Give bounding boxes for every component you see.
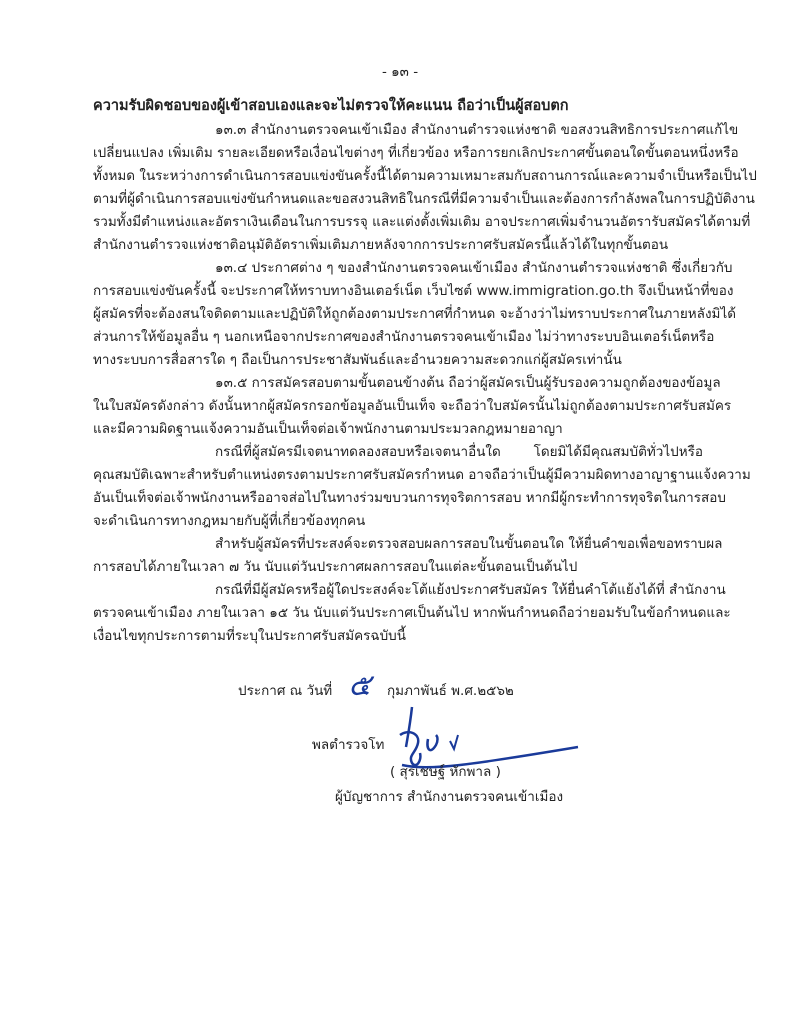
announce-date-prefix: ประกาศ ณ วันที่ (238, 683, 333, 699)
paragraph-line: ในใบสมัครดังกล่าว ดังนั้นหากผู้สมัครกรอกข้อมูลอันเป็นเท็จ จะถือว่าใบสมัครนั้นไม่ถูกต้องตามประกาศรับสมัคร (93, 398, 732, 414)
paragraph-line: กรณีที่ผู้สมัครมีเจตนาทดลองสอบหรือเจตนาอื่นใด โดยมิได้มีคุณสมบัติทั่วไปหรือ (215, 444, 703, 460)
announce-day-handwritten: ๕ (348, 668, 371, 703)
signer-name: ( สุรเชษฐ์ หักพาล ) (390, 764, 501, 780)
paragraph-line: ส่วนการให้ข้อมูลอื่น ๆ นอกเหนือจากประกาศของสำนักงานตรวจคนเข้าเมือง ไม่ว่าทางระบบอินเตอร์เน็ตหรือ (93, 329, 715, 345)
paragraph-line: การสอบแข่งขันครั้งนี้ จะประกาศให้ทราบทางอินเตอร์เน็ต เว็บไซต์ www.immigration.go.th จึงเป็นหน้าที่ของ (93, 283, 734, 299)
announce-month-year: กุมภาพันธ์ พ.ศ.๒๕๖๒ (386, 683, 514, 699)
paragraph-line: สำหรับผู้สมัครที่ประสงค์จะตรวจสอบผลการสอบในขั้นตอนใด ให้ยื่นคำขอเพื่อขอทราบผล (215, 536, 723, 552)
paragraph-line: จะดำเนินการทางกฎหมายกับผู้ที่เกี่ยวข้องทุกคน (93, 513, 366, 529)
paragraph-line: ตามที่ผู้ดำเนินการสอบแข่งขันกำหนดและขอสงวนสิทธิในกรณีที่มีความจำเป็นและต้องการกำลังพลในการปฏิบัติงาน (93, 191, 755, 207)
paragraph-line: ตรวจคนเข้าเมือง ภายในเวลา ๑๕ วัน นับแต่วันประกาศเป็นต้นไป หากพ้นกำหนดถือว่ายอมรับในข้อกำหนดและ (93, 605, 731, 621)
paragraph-line: คุณสมบัติเฉพาะสำหรับตำแหน่งตรงตามประกาศรับสมัครกำหนด อาจถือว่าเป็นผู้มีความผิดทางอาญาฐานแจ้งความ (93, 467, 751, 483)
paragraph-line: การสอบได้ภายในเวลา ๗ วัน นับแต่วันประกาศผลการสอบในแต่ละขั้นตอนเป็นต้นไป (93, 559, 578, 575)
paragraph-line: เงื่อนไขทุกประการตามที่ระบุในประกาศรับสมัครฉบับนี้ (93, 628, 406, 644)
paragraph-line: ๑๓.๔ ประกาศต่าง ๆ ของสำนักงานตรวจคนเข้าเมือง สำนักงานตำรวจแห่งชาติ ซึ่งเกี่ยวกับ (215, 260, 733, 276)
paragraph-line: ๑๓.๓ สำนักงานตรวจคนเข้าเมือง สำนักงานตำรวจแห่งชาติ ขอสงวนสิทธิการประกาศแก้ไข (215, 122, 739, 138)
paragraph-line: อันเป็นเท็จต่อเจ้าพนักงานหรืออาจส่อไปในทางร่วมขบวนการทุจริตการสอบ หากมีผู้กระทำการทุจริตในการสอบ (93, 490, 726, 506)
signer-position: ผู้บัญชาการ สำนักงานตรวจคนเข้าเมือง (335, 789, 564, 805)
announce-date-row (238, 666, 514, 706)
paragraph-line: ๑๓.๕ การสมัครสอบตามขั้นตอนข้างต้น ถือว่าผู้สมัครเป็นผู้รับรองความถูกต้องของข้อมูล (215, 375, 721, 391)
paragraph-line: เปลี่ยนแปลง เพิ่มเติม รายละเอียดหรือเงื่อนไขต่างๆ ที่เกี่ยวข้อง หรือการยกเลิกประกาศขั้นตอนใดขั้นตอนหนึ่งหรือ (93, 145, 739, 161)
paragraph-line: รวมทั้งมีตำแหน่งและอัตราเงินเดือนในการบรรจุ และแต่งตั้งเพิ่มเติม อาจประกาศเพิ่มจำนวนอัตรารับสมัครได้ตามที่ (93, 214, 751, 230)
paragraph-line: สำนักงานตำรวจแห่งชาติอนุมัติอัตราเพิ่มเติมภายหลังจากการประกาศรับสมัครนี้แล้วได้ในทุกขั้นตอน (93, 237, 669, 253)
page-number: - ๑๓ - (381, 64, 419, 80)
paragraph-line: ทั้งหมด ในระหว่างการดำเนินการสอบแข่งขันครั้งนี้ได้ตามความเหมาะสมกับสถานการณ์และความจำเป็นหรือเป็นไป (93, 168, 757, 184)
paragraph-line: ผู้สมัครที่จะต้องสนใจติดตามและปฏิบัติให้ถูกต้องตามประกาศที่กำหนด จะอ้างว่าไม่ทราบประกาศในภายหลังมิได้ (93, 306, 737, 322)
signer-rank: พลตำรวจโท (312, 737, 385, 753)
section-heading: ความรับผิดชอบของผู้เข้าสอบเองและจะไม่ตรวจให้คะแนน ถือว่าเป็นผู้สอบตก (93, 98, 569, 114)
paragraph-line: กรณีที่มีผู้สมัครหรือผู้ใดประสงค์จะโต้แย้งประกาศรับสมัคร ให้ยื่นคำโต้แย้งได้ที่ สำนักงาน (215, 582, 726, 598)
paragraph-line: ทางระบบการสื่อสารใด ๆ ถือเป็นการประชาสัมพันธ์และอำนวยความสะดวกแก่ผู้สมัครเท่านั้น (93, 352, 622, 368)
paragraph-line: และมีความผิดฐานแจ้งความอันเป็นเท็จต่อเจ้าพนักงานตามประมวลกฎหมายอาญา (93, 421, 563, 437)
